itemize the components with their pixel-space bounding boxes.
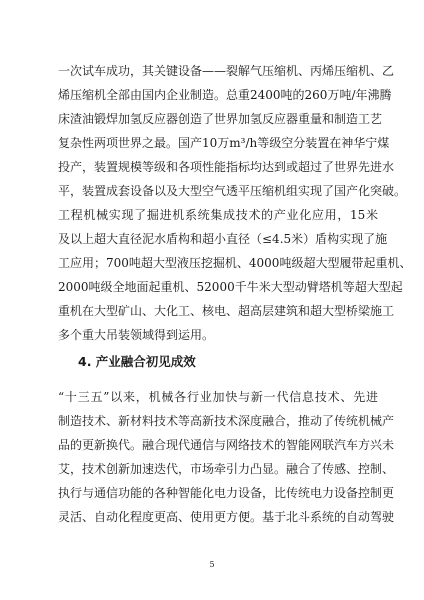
paragraph-2-line-1: 工程机械实现了掘进机系统集成技术的产业化应用，15米 <box>58 208 378 222</box>
paragraph-2-line-2: 及以上超大直径泥水盾构和超小直径（≤4.5米）盾构实现了施 <box>58 232 388 246</box>
paragraph-1-line-1: 一次试车成功，其关键设备——裂解气压缩机、丙烯压缩机、乙 <box>58 64 395 78</box>
paragraph-3-line-6: 灵活、自动化程度更高、使用更方便。基于北斗系统的自动驾驶 <box>58 510 395 524</box>
paragraph-3-line-2: 制造技术、新材料技术等高新技术深度融合，推动了传统机械产 <box>58 414 395 428</box>
paragraph-2-line-3: 工应用；700吨超大型液压挖掘机、4000吨级超大型履带起重机、 <box>58 256 412 270</box>
paragraph-2-line-6: 多个重大吊装领域得到运用。 <box>58 328 215 342</box>
paragraph-3-line-4: 艾，技术创新加速迭代，市场牵引力凸显。融合了传感、控制、 <box>58 462 395 476</box>
paragraph-3-line-3: 品的更新换代。融合现代通信与网络技术的智能网联汽车方兴未 <box>58 438 395 452</box>
paragraph-3-line-1: “十三五”以来，机械各行业加快与新一代信息技术、先进 <box>58 390 378 404</box>
section-heading: 4. 产业融合初见成效 <box>78 354 196 369</box>
paragraph-1-line-5: 投产，装置规模等级和各项性能指标均达到或超过了世界先进水 <box>58 160 395 174</box>
paragraph-2-line-5: 重机在大型矿山、大化工、核电、超高层建筑和超大型桥梁施工 <box>58 304 395 318</box>
page-number: 5 <box>209 560 215 569</box>
paragraph-2-line-4: 2000吨级全地面起重机、52000千牛米大型动臂塔机等超大型起 <box>58 280 403 294</box>
paragraph-1-line-3: 床渣油锻焊加氢反应器创造了世界加氢反应器重量和制造工艺 <box>58 112 383 126</box>
paragraph-1-line-6: 平，装置成套设备以及大型空气透平压缩机组实现了国产化突破。 <box>58 184 407 198</box>
paragraph-1-line-4: 复杂性两项世界之最。国产10万m³/h等级空分装置在神华宁煤 <box>58 136 390 150</box>
paragraph-1-line-2: 烯压缩机全部由国内企业制造。总重2400吨的260万吨/年沸腾 <box>58 88 392 102</box>
paragraph-3-line-5: 执行与通信功能的各种智能化电力设备，比传统电力设备控制更 <box>58 486 395 500</box>
